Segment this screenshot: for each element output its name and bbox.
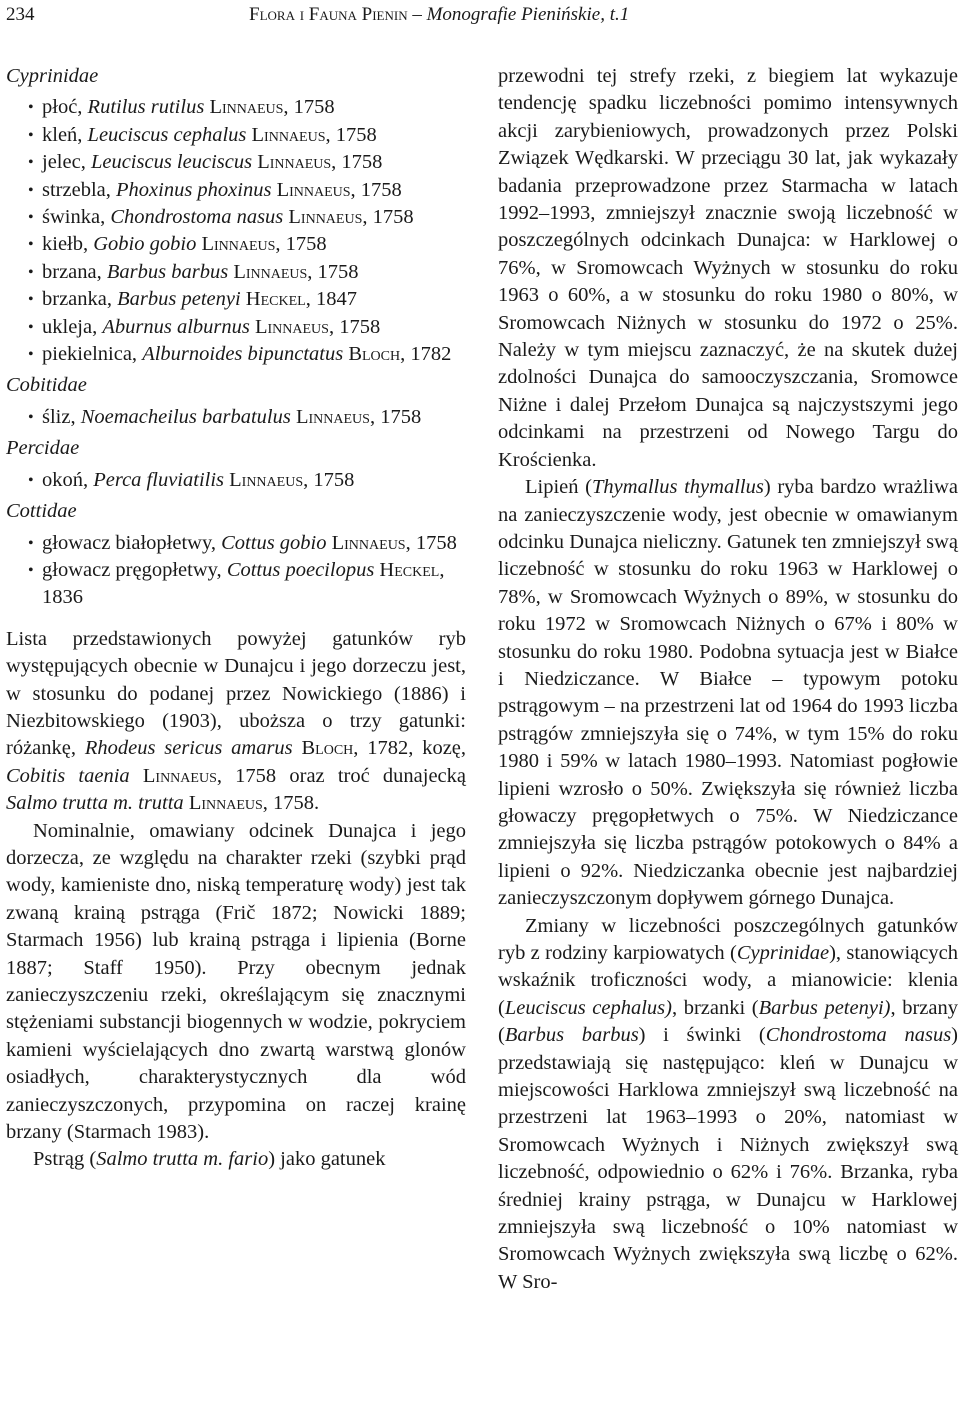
species-author: Linnaeus bbox=[204, 96, 284, 119]
species-latin-name: Barbus petenyi bbox=[117, 288, 241, 311]
species-common-name: głowacz pręgopłetwy, bbox=[42, 558, 227, 581]
author-run: Bloch bbox=[301, 737, 354, 760]
family-heading: Cyprinidae bbox=[6, 65, 99, 87]
author-run: Linnaeus bbox=[142, 764, 217, 787]
italic-run: Cobitis taenia bbox=[6, 764, 130, 787]
running-head-series: Monografie Pienińskie, t.1 bbox=[426, 4, 630, 25]
species-year: , 1847 bbox=[305, 288, 357, 311]
species-year: , 1758 bbox=[331, 151, 383, 174]
species-item bbox=[6, 404, 466, 431]
paragraph bbox=[6, 1146, 466, 1173]
species-common-name: brzanka, bbox=[42, 288, 118, 311]
species-year: , 1758 bbox=[275, 233, 327, 256]
species-latin-name: Aburnus alburnus bbox=[102, 315, 250, 338]
italic-run: Barbus barbus bbox=[504, 1024, 639, 1047]
species-item bbox=[6, 149, 466, 176]
species-latin-name: Leuciscus leuciscus bbox=[90, 151, 253, 174]
species-latin-name: Phoxinus phoxinus bbox=[116, 178, 272, 201]
species-latin-name: Leuciscus cephalus bbox=[87, 123, 247, 146]
species-list bbox=[6, 404, 466, 431]
bullet-icon: • bbox=[28, 236, 34, 254]
italic-run: Leuciscus cephalus) bbox=[504, 996, 672, 1019]
family-list bbox=[6, 63, 466, 612]
species-year: , 1758 bbox=[283, 96, 335, 119]
species-item bbox=[6, 122, 466, 149]
species-item bbox=[6, 94, 466, 121]
italic-run: Cyprinidae bbox=[736, 942, 830, 964]
species-author: Linnaeus bbox=[283, 206, 363, 229]
text-run: , 1758. bbox=[262, 792, 320, 815]
running-head bbox=[249, 2, 629, 28]
species-author: Linnaeus bbox=[228, 260, 308, 283]
species-year: , 1758 bbox=[307, 260, 359, 283]
left-column bbox=[6, 63, 466, 1174]
species-year: , 1758 bbox=[328, 315, 381, 338]
species-latin-name: Cottus gobio bbox=[221, 531, 327, 554]
species-year: , 1758 bbox=[325, 123, 377, 146]
page-header bbox=[6, 2, 956, 32]
text-run: , 1758 oraz troć dunajecką bbox=[216, 764, 467, 787]
species-latin-name: Alburnoides bipunctatus bbox=[142, 343, 344, 366]
text-run: Nominalnie, omawiany odcinek Dunajca i jego dorzecza, ze względu na charakter rzeki (szybki prąd wody, kamieniste dno, niską temperaturę wody) jest tak zwaną krainą pstrąga (Frič 1872; Nowicki 1889; Starmach 1956) lub krainą pstrąga i lipienia (Borne 1887; Staff 1950). Przy obecnym jednak zanieczyszczeniu rzeki, określającym się znacznymi stężeniami substancji biogennych w wodzie, pokryciem kamieni wyścielających dno zwartą warstwą glonów osiadłych, charakterystycznych dla wód zanieczyszczonych, przypomina on raczej krainę brzany (Starmach 1983). bbox=[6, 819, 466, 1144]
bullet-icon: • bbox=[28, 346, 34, 364]
bullet-icon: • bbox=[28, 534, 34, 552]
italic-run: Rhodeus sericus amarus bbox=[84, 737, 293, 760]
italic-run: Salmo trutta m. fario bbox=[96, 1148, 269, 1171]
text-run: , brzanki ( bbox=[671, 996, 759, 1019]
species-item bbox=[6, 204, 466, 231]
paragraph bbox=[6, 818, 466, 1147]
italic-run: Chondrostoma nasus bbox=[765, 1024, 952, 1047]
species-year: , 1758 bbox=[369, 405, 422, 428]
species-year: , 1782 bbox=[400, 343, 452, 366]
text-run: ) i świnki ( bbox=[638, 1024, 766, 1047]
family-heading: Percidae bbox=[6, 437, 80, 460]
species-item bbox=[6, 231, 466, 258]
bullet-icon: • bbox=[28, 291, 34, 309]
species-item bbox=[6, 341, 466, 368]
species-common-name: piekielnica, bbox=[42, 343, 143, 366]
paragraph bbox=[498, 474, 958, 913]
species-common-name: strzebla, bbox=[42, 178, 116, 201]
bullet-icon: • bbox=[28, 318, 34, 336]
text-run: ) ryba bardzo wrażliwa na zanieczyszczenie wody, jest obecnie w omawianym odcinku Dunajca nieliczny. Gatunek ten zmniejszył swą liczebność w stosunku do roku 1963 w Harklowej o 78%, w Sromowcach Wyżnych o 89%, w stosunku do roku 1972 w Sromowcach Niżnych o 67% i 80% w stosunku do roku 1980. Podobna sytuacja jest w Białce i Niedziczance. W Białce – typowym potoku pstrągowym – na przestrzeni lat od 1964 do 1993 liczba pstrągów zmniejszyła się o 74%, w tym 15% do roku 1980 i 59% w latach 1980–1993. Natomiast pogłowie lipieni wzrosło o 50%. Zwiększyła się również liczba głowaczy pręgopłetwych o 75%. W Niedziczance zmniejszyła się liczba pstrągów potokowych o 84% a lipieni o 92%. Niedziczanka obecnie jest najbardziej zanieczyszczonym dopływem górnego Dunajca. bbox=[498, 476, 958, 910]
text-run: przewodni tej strefy rzeki, z biegiem lat wykazuje tendencję spadku liczebności pomimo intensywnych akcji zarybieniowych, prowadzonych przez Polski Związek Wędkarski. W przeciągu 30 lat, jak wykazały badania przeprowadzone przez Starmacha w latach 1992–1993, zmniejszył znacznie swoją liczebność w poszczególnych odcinkach Dunajca: w Harklowej o 76%, w Sromowcach Wyżnych w stosunku do roku 1963 o 60%, a w stosunku do roku 1980 o 80%, w Sromowcach Niżnych w stosunku do 1972 o 25%. Należy w tym miejscu zaznaczyć, że na skutek dużej zdolności Dunajca do samooczyszczania, Sromowce Niżne i dalej Przełom Dunajca są najczystszymi jego odcinkami na przestrzeni od Nowego Targu do Krościenka. bbox=[498, 65, 958, 471]
text-run: Zmiany w liczebności poszczególnych gatunków ryb z rodziny karpiowatych ( bbox=[498, 914, 958, 964]
species-latin-name: Rutilus rutilus bbox=[87, 96, 205, 119]
left-text bbox=[6, 626, 466, 1174]
species-year: , 1758 bbox=[350, 178, 402, 201]
species-year: , 1758 bbox=[303, 468, 355, 491]
species-year: , 1836 bbox=[42, 558, 445, 609]
text-run bbox=[130, 765, 143, 787]
italic-run: Salmo trutta m. trutta bbox=[6, 792, 184, 815]
bullet-icon: • bbox=[28, 471, 34, 489]
running-head-title: Flora i Fauna Pienin bbox=[249, 4, 408, 25]
text-run: , brzany ( bbox=[498, 996, 958, 1047]
species-list bbox=[6, 94, 466, 368]
bullet-icon: • bbox=[28, 181, 34, 199]
species-item bbox=[6, 177, 466, 204]
text-run: Lista przedstawionych powyżej gatunków ryb występujących obecnie w Dunajcu i jego dorzeczu jest, w stosunku do podanej przez Nowickiego (1886) i Niezbitowskiego (1903), uboższa o trzy gatunki: różankę, bbox=[6, 627, 466, 760]
species-author: Linnaeus bbox=[252, 151, 332, 174]
species-common-name: płoć, bbox=[42, 96, 88, 119]
species-common-name: kiełb, bbox=[42, 233, 94, 256]
text-run: ) jako gatunek bbox=[268, 1148, 386, 1171]
page-number: 234 bbox=[6, 4, 35, 25]
species-item bbox=[6, 530, 466, 557]
species-common-name: brzana, bbox=[42, 260, 107, 283]
species-common-name: głowacz białopłetwy, bbox=[42, 531, 222, 554]
species-author: Linnaeus bbox=[326, 531, 406, 554]
species-latin-name: Perca fluviatilis bbox=[93, 468, 225, 491]
bullet-icon: • bbox=[28, 126, 34, 144]
species-author: Heckel bbox=[240, 288, 306, 311]
species-item bbox=[6, 314, 466, 341]
right-column bbox=[498, 63, 958, 1296]
species-common-name: jelec, bbox=[42, 151, 91, 174]
species-common-name: kleń, bbox=[42, 123, 88, 146]
bullet-icon: • bbox=[28, 408, 34, 426]
italic-run: Barbus petenyi) bbox=[758, 996, 891, 1019]
bullet-icon: • bbox=[28, 209, 34, 227]
species-latin-name: Barbus barbus bbox=[106, 260, 229, 283]
text-run: ), stanowiących wskaźnik troficzności wody, a mianowicie: klenia ( bbox=[498, 942, 958, 1019]
italic-run: Thymallus thymallus bbox=[592, 476, 764, 499]
species-common-name: świnka, bbox=[42, 206, 111, 229]
bullet-icon: • bbox=[28, 154, 34, 172]
species-latin-name: Gobio gobio bbox=[93, 233, 197, 256]
species-list bbox=[6, 467, 466, 494]
family-heading: Cottidae bbox=[6, 500, 77, 523]
species-author: Heckel bbox=[374, 558, 440, 581]
species-author: Linnaeus bbox=[249, 315, 329, 338]
bullet-icon: • bbox=[28, 561, 34, 579]
family-heading: Cobitidae bbox=[6, 374, 87, 397]
species-author: Linnaeus bbox=[224, 468, 304, 491]
paragraph bbox=[498, 63, 958, 474]
species-list bbox=[6, 530, 466, 612]
species-latin-name: Cottus poecilopus bbox=[226, 558, 375, 581]
author-run: Linnaeus bbox=[188, 792, 263, 815]
species-latin-name: Chondrostoma nasus bbox=[110, 206, 284, 229]
species-author: Bloch bbox=[343, 343, 401, 366]
species-author: Linnaeus bbox=[271, 178, 351, 201]
bullet-icon: • bbox=[28, 263, 34, 281]
species-item bbox=[6, 286, 466, 313]
species-year: , 1758 bbox=[362, 206, 414, 229]
running-head-dash: – bbox=[407, 4, 427, 25]
text-run bbox=[293, 737, 302, 759]
text-run: Lipień ( bbox=[525, 476, 593, 499]
text-run: , 1782, kozę, bbox=[353, 737, 467, 760]
species-latin-name: Noemacheilus barbatulus bbox=[80, 405, 291, 428]
species-author: Linnaeus bbox=[246, 123, 326, 146]
paragraph bbox=[6, 626, 466, 818]
species-author: Linnaeus bbox=[290, 405, 370, 428]
species-year: , 1758 bbox=[405, 531, 457, 554]
bullet-icon: • bbox=[28, 99, 34, 117]
text-run: ) przedstawiają się następująco: kleń w Dunajcu w miejscowości Harklowa zmniejszył swą liczebność na przestrzeni lat 1963–1993 o 20%, natomiast w Sromowcach Wyżnych i Niżnych zwiększył swą liczebność, odpowiednio o 62% i 76%. Brzanka, ryba średniej krainy pstrąga, w Dunajcu w Harklowej zmniejszyła swą liczebność o 10% natomiast w Sromowcach Wyżnych zwiększyła swą liczbę o 62%. W Sro- bbox=[498, 1024, 958, 1293]
species-common-name: ukleja, bbox=[42, 315, 103, 338]
species-item bbox=[6, 467, 466, 494]
species-common-name: śliz, bbox=[42, 405, 81, 428]
species-common-name: okoń, bbox=[42, 468, 94, 491]
species-item bbox=[6, 259, 466, 286]
paragraph bbox=[498, 913, 958, 1297]
species-author: Linnaeus bbox=[196, 233, 276, 256]
text-run: Pstrąg ( bbox=[33, 1148, 97, 1171]
species-item bbox=[6, 557, 466, 612]
